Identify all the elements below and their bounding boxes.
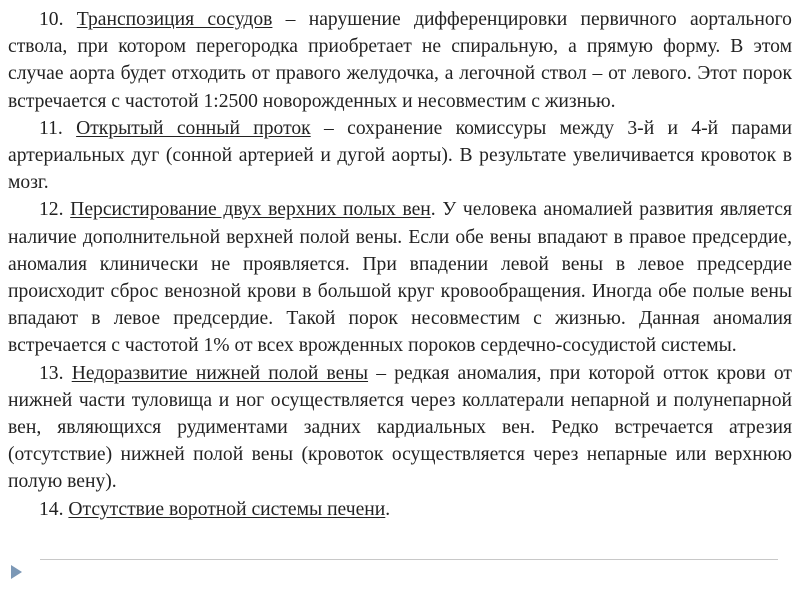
term-persistent-superior-vena-cava: Персистирование двух верхних полых вен <box>70 199 431 221</box>
paragraph-number: 11. <box>39 117 63 139</box>
paragraph-number: 10. <box>39 9 64 30</box>
triangle-bullet-icon <box>11 565 22 579</box>
term-inferior-vena-cava-hypoplasia: Недоразвитие нижней полой вены <box>71 362 369 384</box>
paragraph-text: – сохранение комиссуры между 3-й и 4-й парами артериальных дуг (сонной артерией и дугой аорты). В результате увеличивается кровоток в мозг. <box>8 117 792 194</box>
divider-line <box>40 559 778 560</box>
paragraph-10 <box>8 6 792 115</box>
text-block <box>8 6 792 523</box>
paragraph-13 <box>8 360 792 496</box>
paragraph-14 <box>8 496 792 523</box>
paragraph-number: 14. <box>39 498 64 520</box>
paragraph-number: 13. <box>39 362 64 384</box>
term-absent-portal-system: Отсутствие воротной системы печени <box>68 498 386 520</box>
paragraph-text: . У человека аномалией развития является наличие дополнительной верхней полой вены. Если обе вены впадают в правое предсердие, аномалия клинически не проявляется. При впадении левой вены в левое предсердие происходит сброс венозной крови в большой круг кровообращения. Иногда обе полые вены впадают в левое предсердие. Такой порок несовместим с жизнью. Данная аномалия встречается с частотой 1% от всех врожденных пороков сердечно-сосудистой системы. <box>8 199 792 357</box>
paragraph-text: . <box>385 498 391 520</box>
term-open-carotid-duct: Открытый сонный проток <box>76 117 311 139</box>
paragraph-11 <box>8 115 792 197</box>
paragraph-number: 12. <box>39 199 64 221</box>
paragraph-text: – нарушение дифференцировки первичного аортального ствола, при котором перегородка приобретает не спиральную, а прямую форму. В этом случае аорта будет отходить от правого желудочка, а легочной ствол – от левого. Этот порок встречается с частотой 1:2500 новорожденных и несовместим с жизнью. <box>8 9 792 112</box>
paragraph-12 <box>8 196 792 359</box>
term-transposition: Транспозиция сосудов <box>76 9 273 30</box>
paragraph-text: – редкая аномалия, при которой отток крови от нижней части туловища и ног осуществляется через коллатерали непарной и полунепарной вен, являющихся рудиментами задних кардиальных вен. Редко встречается атрезия (отсутствие) нижней полой вены (кровоток осуществляется через непарные или верхнюю полую вену). <box>8 362 792 493</box>
